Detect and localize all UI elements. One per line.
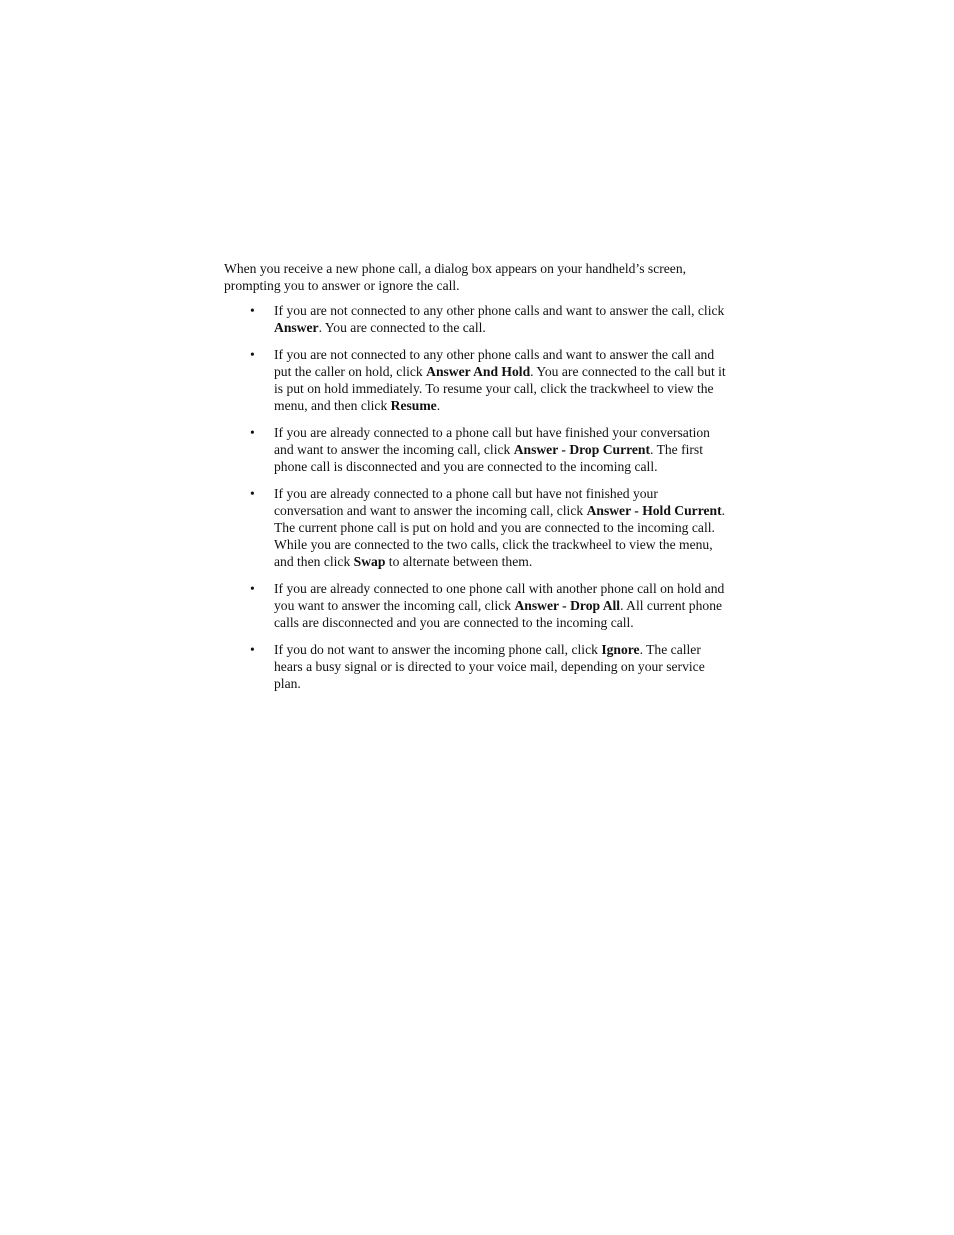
item-text: . You are connected to the call but it is put on hold immediately. To resume your call, click the trackwheel to view the menu, and then click xyxy=(274,364,726,413)
item-text: . xyxy=(436,398,441,413)
item-text: If you are already connected to one phone call with another phone call on hold and you want to answer the incoming call, click xyxy=(274,581,725,613)
list-item xyxy=(224,302,730,336)
bullet-icon: • xyxy=(250,581,255,596)
list-item xyxy=(224,485,730,570)
item-text: If you do not want to answer the incoming phone call, click xyxy=(274,642,602,657)
list-item xyxy=(224,346,730,414)
command-name: Answer - Drop Current xyxy=(513,442,651,457)
item-text: If you are already connected to a phone call but have not finished your conversation and want to answer the incoming call, click xyxy=(274,486,658,518)
document-body xyxy=(224,260,730,702)
list-item xyxy=(224,424,730,475)
intro-paragraph: When you receive a new phone call, a dialog box appears on your handheld’s screen, prompting you to answer or ignore the call. xyxy=(224,261,687,293)
list-item xyxy=(224,580,730,631)
item-text: . The current phone call is put on hold and you are connected to the incoming call. While you are connected to the two calls, click the trackwheel to view the menu, and then click xyxy=(274,503,726,569)
item-text: If you are already connected to a phone call but have finished your conversation and want to answer the incoming call, click xyxy=(274,425,710,457)
command-name: Answer - Drop All xyxy=(514,598,621,613)
command-name: Answer And Hold xyxy=(426,364,531,379)
item-text: . All current phone calls are disconnected and you are connected to the incoming call. xyxy=(274,598,723,630)
item-text: . The first phone call is disconnected and you are connected to the incoming call. xyxy=(274,442,703,474)
item-text: If you are not connected to any other phone calls and want to answer the call, click xyxy=(274,303,725,318)
bullet-icon: • xyxy=(250,642,255,657)
command-name: Answer - Hold Current xyxy=(586,503,722,518)
bullet-icon: • xyxy=(250,303,255,318)
command-name: Resume xyxy=(390,398,437,413)
command-name: Swap xyxy=(353,554,386,569)
list-item xyxy=(224,641,730,692)
command-name: Answer xyxy=(274,320,319,335)
item-text: . You are connected to the call. xyxy=(318,320,486,335)
call-options-list xyxy=(224,302,730,692)
bullet-icon: • xyxy=(250,347,255,362)
item-text: . The caller hears a busy signal or is directed to your voice mail, depending on your service plan. xyxy=(274,642,705,691)
bullet-icon: • xyxy=(250,425,255,440)
bullet-icon: • xyxy=(250,486,255,501)
item-text: to alternate between them. xyxy=(385,554,533,569)
command-name: Ignore xyxy=(601,642,640,657)
item-text: If you are not connected to any other phone calls and want to answer the call and put the caller on hold, click xyxy=(274,347,715,379)
